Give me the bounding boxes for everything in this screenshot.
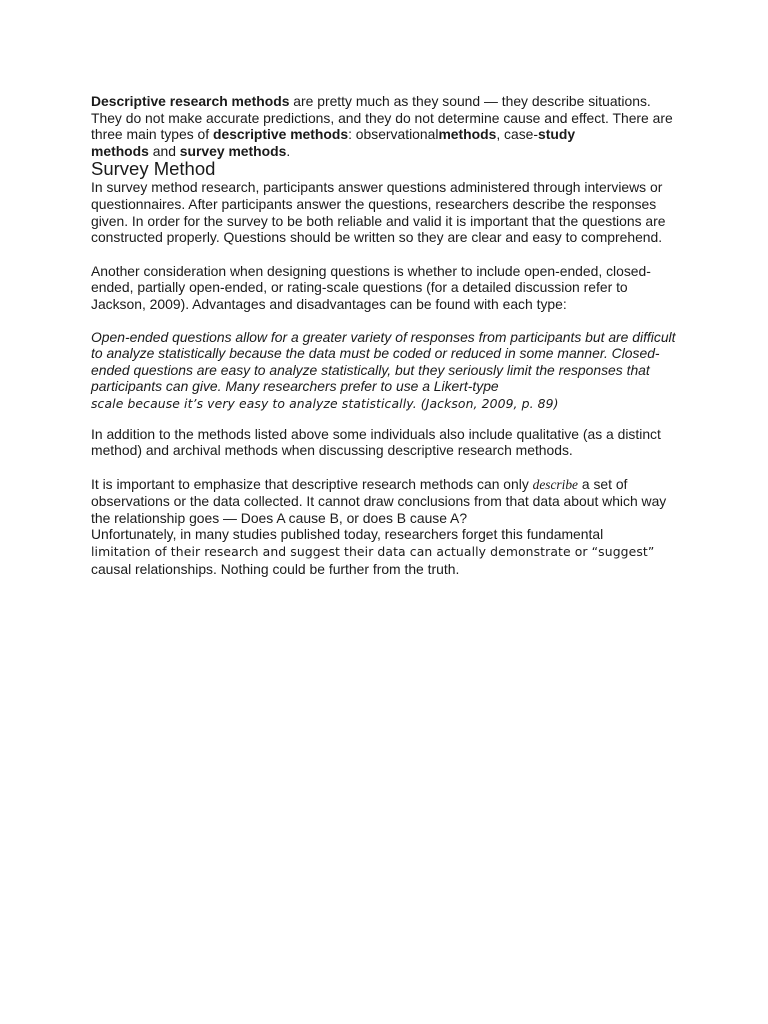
block-quote <box>91 329 681 413</box>
conclusion-paragraph <box>91 476 681 578</box>
text-run: are pretty much as they sound — they describe situations. They do not make accurate predictions, and they do not determine cause and effect. There are three main types of <box>91 93 673 143</box>
bold-term: methods <box>438 126 497 143</box>
quote-text: Open-ended questions allow for a greater variety of responses from participants but are difficult to analyze statistically because the data must be coded or reduced in some manner. Closed-ended questions are easy to analyze statistically, but they seriously limit the responses that participants can give. Many researchers prefer to use a Likert-type <box>91 328 676 395</box>
section-heading: Survey Method <box>91 158 216 180</box>
text-run: It is important to emphasize that descriptive research methods can only <box>91 475 533 492</box>
intro-paragraph <box>91 93 681 159</box>
text-run: Unfortunately, in many studies published today, researchers forget this fundamental <box>91 526 604 543</box>
addition-paragraph: In addition to the methods listed above some individuals also include qualitative (as a distinct method) and archival methods when discussing descriptive research methods. <box>91 425 661 459</box>
bold-term: survey methods <box>179 142 287 159</box>
bold-term: descriptive methods <box>213 126 349 143</box>
text-run: a set of observations or the data collected. It cannot draw conclusions from that data about which way the relationship goes — Does A cause B, or does B cause A? <box>91 475 667 526</box>
bold-term: Descriptive research methods <box>91 93 290 109</box>
text-run: . <box>286 142 291 159</box>
text-run: causal relationships. Nothing could be further from the truth. <box>91 560 460 577</box>
document-body <box>91 93 681 577</box>
survey-paragraph: In survey method research, participants answer questions administered through interviews or questionnaires. After participants answer the questions, researchers describe the responses given. In order for the survey to be both reliable and valid it is important that the questions are constructed properly. Questions should be written so they are clear and easy to comprehend. <box>91 179 666 246</box>
emphasis-word: describe <box>532 476 578 492</box>
text-run: limitation of their research and suggest their data can actually demonstrate or “suggest” <box>91 544 655 560</box>
text-run: and <box>148 142 180 159</box>
text-run: , case- <box>496 126 539 143</box>
bold-term: methods <box>91 142 149 159</box>
quote-citation: scale because it’s very easy to analyze statistically. (Jackson, 2009, p. 89) <box>91 395 559 411</box>
text-run: : observational <box>348 126 439 143</box>
consideration-paragraph: Another consideration when designing questions is whether to include open-ended, closed-ended, partially open-ended, or rating-scale questions (for a detailed discussion refer to Jackson, 2009). Advantages and disadvantages can be found with each type: <box>91 262 651 312</box>
bold-term: study <box>538 126 576 143</box>
